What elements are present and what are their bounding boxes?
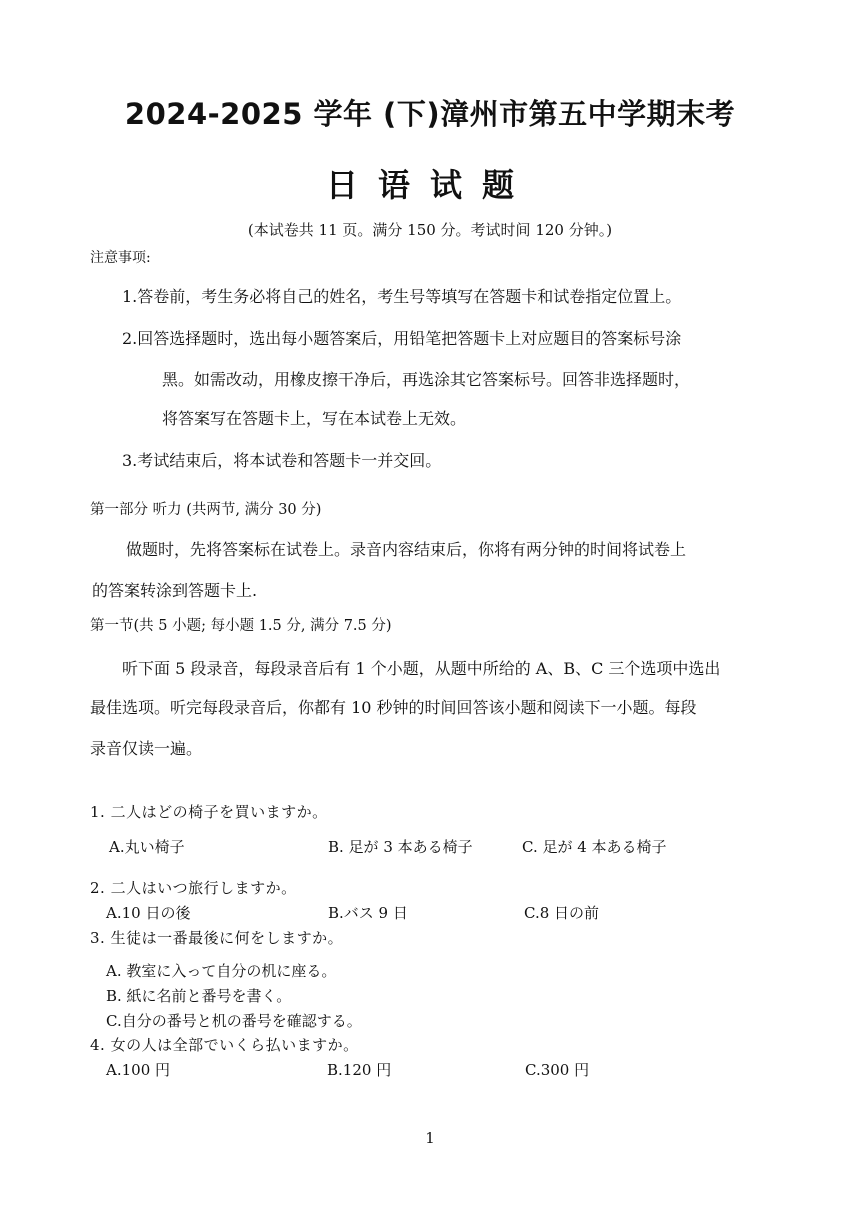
page-number: 1 (425, 1129, 435, 1147)
subject-title: 日语试题 (325, 166, 534, 204)
option-a: A. 教室に入って自分の机に座る。 (106, 962, 337, 980)
option-b: B.120 円 (327, 1061, 392, 1079)
part1-instruction: 的答案转涂到答题卡上. (92, 581, 258, 600)
exam-info: (本试卷共 11 页。满分 150 分。考试时间 120 分钟。) (247, 221, 613, 239)
question-stem: 2. 二人はいつ旅行しますか。 (90, 879, 297, 897)
notice-item: 2.回答选择题时，选出每小题答案后，用铅笔把答题卡上对应题目的答案标号涂 (122, 329, 682, 348)
part1-heading: 第一部分 听力 (共两节, 满分 30 分) (90, 502, 322, 518)
question-stem: 1. 二人はどの椅子を買いますか。 (90, 803, 328, 821)
option-c: C.自分の番号と机の番号を確認する。 (106, 1012, 362, 1030)
part1-instruction: 做题时，先将答案标在试卷上。录音内容结束后，你将有两分钟的时间将试卷上 (126, 540, 687, 559)
question-stem: 3. 生徒は一番最後に何をしますか。 (90, 929, 344, 947)
option-a: A.10 日の後 (106, 904, 191, 922)
option-c: C.300 円 (525, 1061, 590, 1079)
section1-instruction: 录音仅读一遍。 (90, 739, 203, 758)
notice-item: 1.答卷前，考生务必将自己的姓名，考生号等填写在答题卡和试卷指定位置上。 (122, 287, 682, 306)
section1-instruction: 最佳选项。听完每段录音后，你都有 10 秒钟的时间回答该小题和阅读下一小题。每段 (90, 698, 697, 717)
section1-instruction: 听下面 5 段录音，每段录音后有 1 个小题，从题中所给的 A、B、C 三个选项中选出 (122, 659, 721, 678)
exam-title: 2024-2025 学年 (下)漳州市第五中学期末考 (124, 97, 736, 131)
option-a: A.丸い椅子 (109, 838, 185, 856)
notice-heading: 注意事项: (90, 250, 151, 266)
notice-item: 黑。如需改动，用橡皮擦干净后，再选涂其它答案标号。回答非选择题时， (162, 370, 691, 389)
option-c: C. 足が 4 本ある椅子 (522, 838, 667, 856)
section1-heading: 第一节(共 5 小题; 每小题 1.5 分, 满分 7.5 分) (90, 618, 392, 634)
notice-item: 将答案写在答题卡上，写在本试卷上无效。 (162, 409, 467, 428)
notice-item: 3.考试结束后，将本试卷和答题卡一并交回。 (122, 451, 442, 470)
option-b: B.バス 9 日 (328, 904, 408, 922)
option-a: A.100 円 (106, 1061, 170, 1079)
option-b: B. 足が 3 本ある椅子 (328, 838, 473, 856)
option-b: B. 紙に名前と番号を書く。 (106, 987, 292, 1005)
option-c: C.8 日の前 (524, 904, 600, 922)
question-stem: 4. 女の人は全部でいくら払いますか。 (90, 1036, 359, 1054)
